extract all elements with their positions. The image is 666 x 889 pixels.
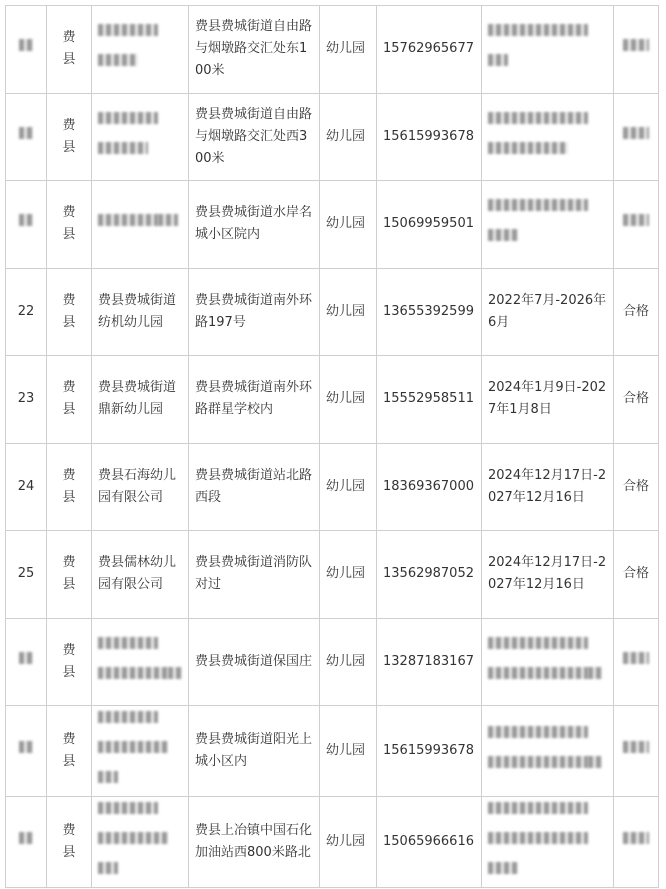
- cell-phone: 13287183167: [377, 618, 482, 706]
- table-row: [6, 618, 659, 706]
- cell-address: 费县费城街道自由路与烟墩路交汇处西300米: [189, 93, 320, 181]
- cell-address: 费县费城街道阳光上城小区内: [189, 706, 320, 797]
- cell-number: 23: [6, 356, 47, 444]
- table-row: [6, 356, 659, 444]
- cell-name-redacted: [92, 181, 189, 269]
- cell-county: 费县: [47, 797, 92, 888]
- cell-name-redacted: [92, 618, 189, 706]
- table-row: [6, 706, 659, 797]
- table-body: [6, 6, 659, 888]
- cell-result-redacted: [614, 93, 659, 181]
- cell-county: 费县: [47, 93, 92, 181]
- cell-number: [6, 6, 47, 94]
- cell-address: 费县费城街道南外环路群星学校内: [189, 356, 320, 444]
- table-row: [6, 93, 659, 181]
- cell-number: [6, 93, 47, 181]
- cell-name-redacted: [92, 797, 189, 888]
- cell-county: 费县: [47, 268, 92, 356]
- cell-phone: 13655392599: [377, 268, 482, 356]
- table-row: [6, 268, 659, 356]
- cell-address: 费县费城街道站北路西段: [189, 443, 320, 531]
- cell-county: 费县: [47, 181, 92, 269]
- cell-number: 25: [6, 531, 47, 619]
- cell-result: 合格: [614, 268, 659, 356]
- cell-type: 幼儿园: [320, 356, 377, 444]
- cell-address: 费县费城街道保国庄: [189, 618, 320, 706]
- cell-number: 24: [6, 443, 47, 531]
- table-row: [6, 443, 659, 531]
- cell-period: 2024年12月17日-2027年12月16日: [482, 531, 614, 619]
- cell-period-redacted: [482, 6, 614, 94]
- cell-name: 费县儒林幼儿园有限公司: [92, 531, 189, 619]
- table-row: [6, 797, 659, 888]
- cell-type: 幼儿园: [320, 706, 377, 797]
- kindergarten-table: [5, 5, 659, 888]
- cell-type: 幼儿园: [320, 797, 377, 888]
- cell-county: 费县: [47, 443, 92, 531]
- cell-result-redacted: [614, 6, 659, 94]
- cell-result-redacted: [614, 706, 659, 797]
- cell-type: 幼儿园: [320, 93, 377, 181]
- cell-county: 费县: [47, 6, 92, 94]
- cell-result-redacted: [614, 797, 659, 888]
- cell-number: [6, 181, 47, 269]
- cell-phone: 15552958511: [377, 356, 482, 444]
- cell-period-redacted: [482, 181, 614, 269]
- cell-name-redacted: [92, 706, 189, 797]
- cell-type: 幼儿园: [320, 443, 377, 531]
- cell-type: 幼儿园: [320, 618, 377, 706]
- cell-number: [6, 706, 47, 797]
- table-row: [6, 6, 659, 94]
- table-row: [6, 531, 659, 619]
- cell-name: 费县费城街道鼎新幼儿园: [92, 356, 189, 444]
- cell-period-redacted: [482, 618, 614, 706]
- cell-name: 费县费城街道纺机幼儿园: [92, 268, 189, 356]
- cell-result: 合格: [614, 531, 659, 619]
- cell-phone: 15615993678: [377, 93, 482, 181]
- cell-phone: 13562987052: [377, 531, 482, 619]
- cell-address: 费县费城街道自由路与烟墩路交汇处东100米: [189, 6, 320, 94]
- cell-result: 合格: [614, 443, 659, 531]
- cell-address: 费县上冶镇中国石化加油站西800米路北: [189, 797, 320, 888]
- cell-phone: 15065966616: [377, 797, 482, 888]
- cell-phone: 15762965677: [377, 6, 482, 94]
- cell-address: 费县费城街道消防队对过: [189, 531, 320, 619]
- cell-county: 费县: [47, 531, 92, 619]
- table-row: [6, 181, 659, 269]
- cell-number: 22: [6, 268, 47, 356]
- cell-name: 费县石海幼儿园有限公司: [92, 443, 189, 531]
- cell-phone: 15069959501: [377, 181, 482, 269]
- cell-period: 2022年7月-2026年6月: [482, 268, 614, 356]
- cell-address: 费县费城街道南外环路197号: [189, 268, 320, 356]
- cell-county: 费县: [47, 618, 92, 706]
- cell-county: 费县: [47, 706, 92, 797]
- cell-period-redacted: [482, 706, 614, 797]
- cell-period: 2024年12月17日-2027年12月16日: [482, 443, 614, 531]
- cell-period-redacted: [482, 93, 614, 181]
- cell-result-redacted: [614, 181, 659, 269]
- cell-type: 幼儿园: [320, 531, 377, 619]
- cell-type: 幼儿园: [320, 6, 377, 94]
- cell-phone: 18369367000: [377, 443, 482, 531]
- cell-result-redacted: [614, 618, 659, 706]
- cell-number: [6, 618, 47, 706]
- cell-name-redacted: [92, 6, 189, 94]
- cell-phone: 15615993678: [377, 706, 482, 797]
- cell-name-redacted: [92, 93, 189, 181]
- cell-period-redacted: [482, 797, 614, 888]
- cell-period: 2024年1月9日-2027年1月8日: [482, 356, 614, 444]
- cell-result: 合格: [614, 356, 659, 444]
- cell-number: [6, 797, 47, 888]
- cell-type: 幼儿园: [320, 268, 377, 356]
- cell-type: 幼儿园: [320, 181, 377, 269]
- cell-address: 费县费城街道水岸名城小区院内: [189, 181, 320, 269]
- cell-county: 费县: [47, 356, 92, 444]
